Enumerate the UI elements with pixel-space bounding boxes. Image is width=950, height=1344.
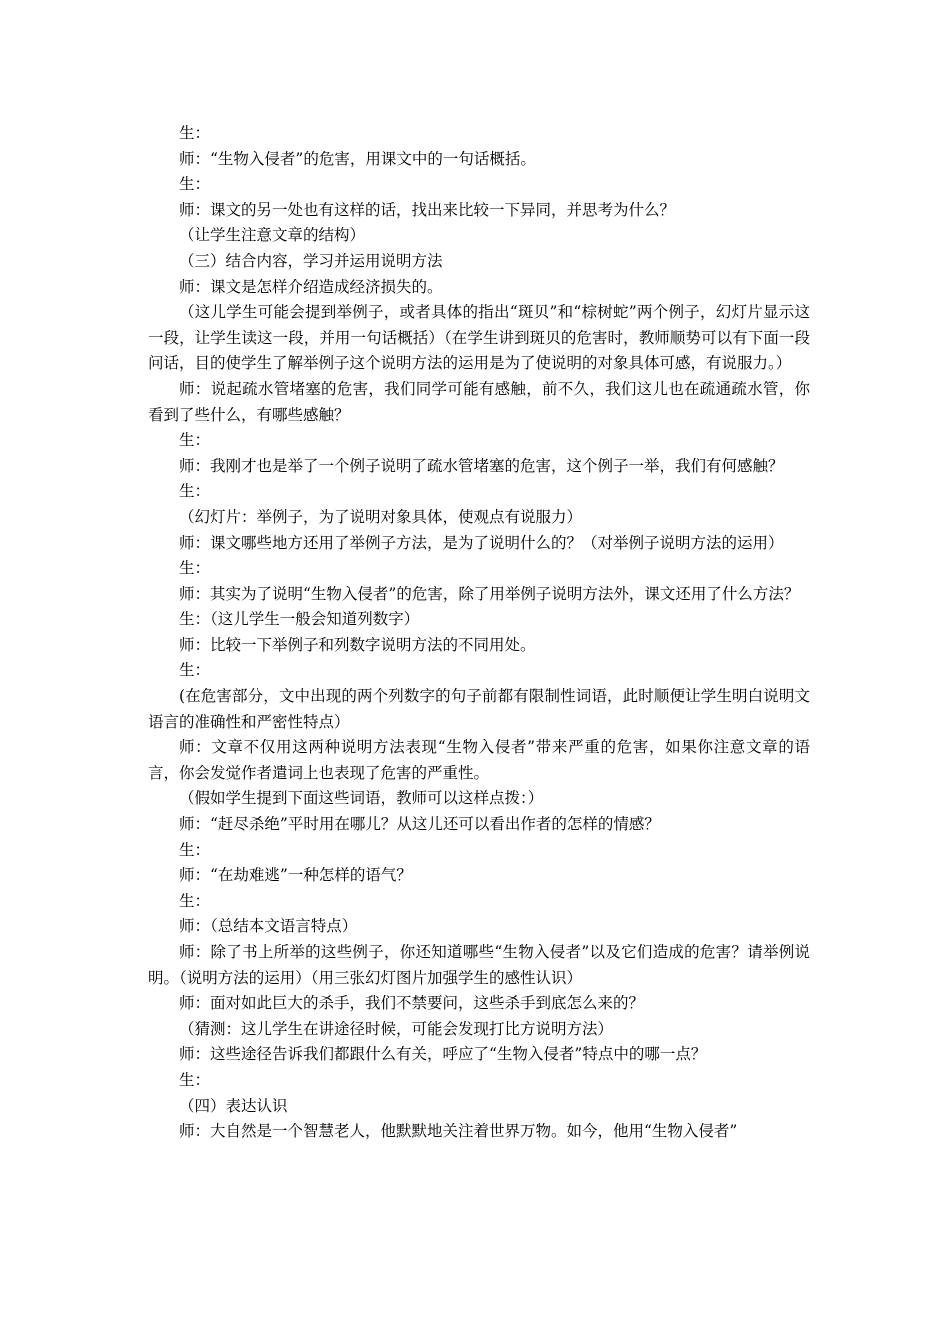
paragraph: （假如学生提到下面这些词语，教师可以这样点拨：）	[179, 789, 544, 808]
paragraph: 师：这些途径告诉我们都跟什么有关，呼应了“生物入侵者”特点中的哪一点？	[179, 1045, 707, 1064]
paragraph: 生：	[179, 175, 211, 194]
paragraph: 师：“赶尽杀绝”平时用在哪儿？从这儿还可以看出作者的怎样的情感？	[179, 815, 660, 834]
paragraph: 师：比较一下举例子和列数字说明方法的不同用处。	[179, 635, 536, 654]
paragraph: （幻灯片：举例子，为了说明对象具体，使观点有说服力）	[179, 507, 583, 526]
paragraph: 生：	[179, 1070, 211, 1089]
paragraph: 师：其实为了说明“生物入侵者”的危害，除了用举例子说明方法外，课文还用了什么方法？	[179, 584, 800, 603]
paragraph: 师：面对如此巨大的杀手，我们不禁要问，这些杀手到底怎么来的？	[179, 994, 645, 1013]
paragraph: 生：	[179, 482, 211, 501]
paragraph: (在危害部分，文中出现的两个列数字的句子前都有限制性词语，此时顺便让学生明白说明文语言的准确性和严密性特点）	[148, 687, 810, 731]
paragraph: 生：	[179, 124, 211, 142]
paragraph: 生：	[179, 661, 211, 680]
paragraph: 师：“生物入侵者”的危害，用课文中的一句话概括。	[179, 149, 536, 168]
paragraph: 师：课文是怎样介绍造成经济损失的。	[179, 277, 443, 296]
paragraph: 师：文章不仅用这两种说明方法表现“生物入侵者”带来严重的危害，如果你注意文章的语言，你会发觉作者遣词上也表现了危害的严重性。	[148, 738, 810, 782]
paragraph: 师：课文哪些地方还用了举例子方法，是为了说明什么的？（对举例子说明方法的运用）	[179, 533, 784, 552]
paragraph: 生：	[179, 431, 211, 450]
paragraph: 生：（这儿学生一般会知道列数字）	[179, 610, 420, 629]
paragraph: （四）表达认识	[179, 1096, 288, 1115]
paragraph: （让学生注意文章的结构）	[179, 226, 366, 245]
paragraph: 师：说起疏水管堵塞的危害，我们同学可能有感触，前不久，我们这儿也在疏通疏水管，你看到了些什么，有哪些感触？	[148, 379, 810, 424]
paragraph: 生：	[179, 840, 211, 859]
paragraph: 生：	[179, 559, 211, 578]
paragraph: 生：	[179, 891, 211, 910]
paragraph: 师：（总结本文语言特点）	[179, 917, 358, 936]
paragraph: （这儿学生可能会提到举例子，或者具体的指出“斑贝”和“棕树蛇”两个例子，幻灯片显示这一段，让学生读这一段，并用一句话概括）（在学生讲到斑贝的危害时，教师顺势可以有下面一段问话，目的使学生了解举例子这个说明方法的运用是为了使说明的对象具体可感，有说服力。）	[148, 303, 810, 373]
paragraph: （三）结合内容，学习并运用说明方法	[179, 251, 443, 270]
paragraph: 师：课文的另一处也有这样的话，找出来比较一下异同，并思考为什么？	[179, 200, 676, 219]
paragraph: 师：“在劫难逃”一种怎样的语气？	[179, 866, 412, 885]
paragraph: （猜测：这儿学生在讲途径时候，可能会发现打比方说明方法）	[179, 1019, 614, 1038]
paragraph: 师：除了书上所举的这些例子，你还知道哪些“生物入侵者”以及它们造成的危害？请举例说明。（说明方法的运用）（用三张幻灯图片加强学生的感性认识）	[148, 943, 810, 987]
paragraph: 师：我刚才也是举了一个例子说明了疏水管堵塞的危害，这个例子一举，我们有何感触？	[179, 456, 784, 475]
document-body	[148, 121, 810, 1145]
paragraph: 师：大自然是一个智慧老人，他默默地关注着世界万物。如今，他用“生物入侵者”	[179, 1122, 738, 1141]
